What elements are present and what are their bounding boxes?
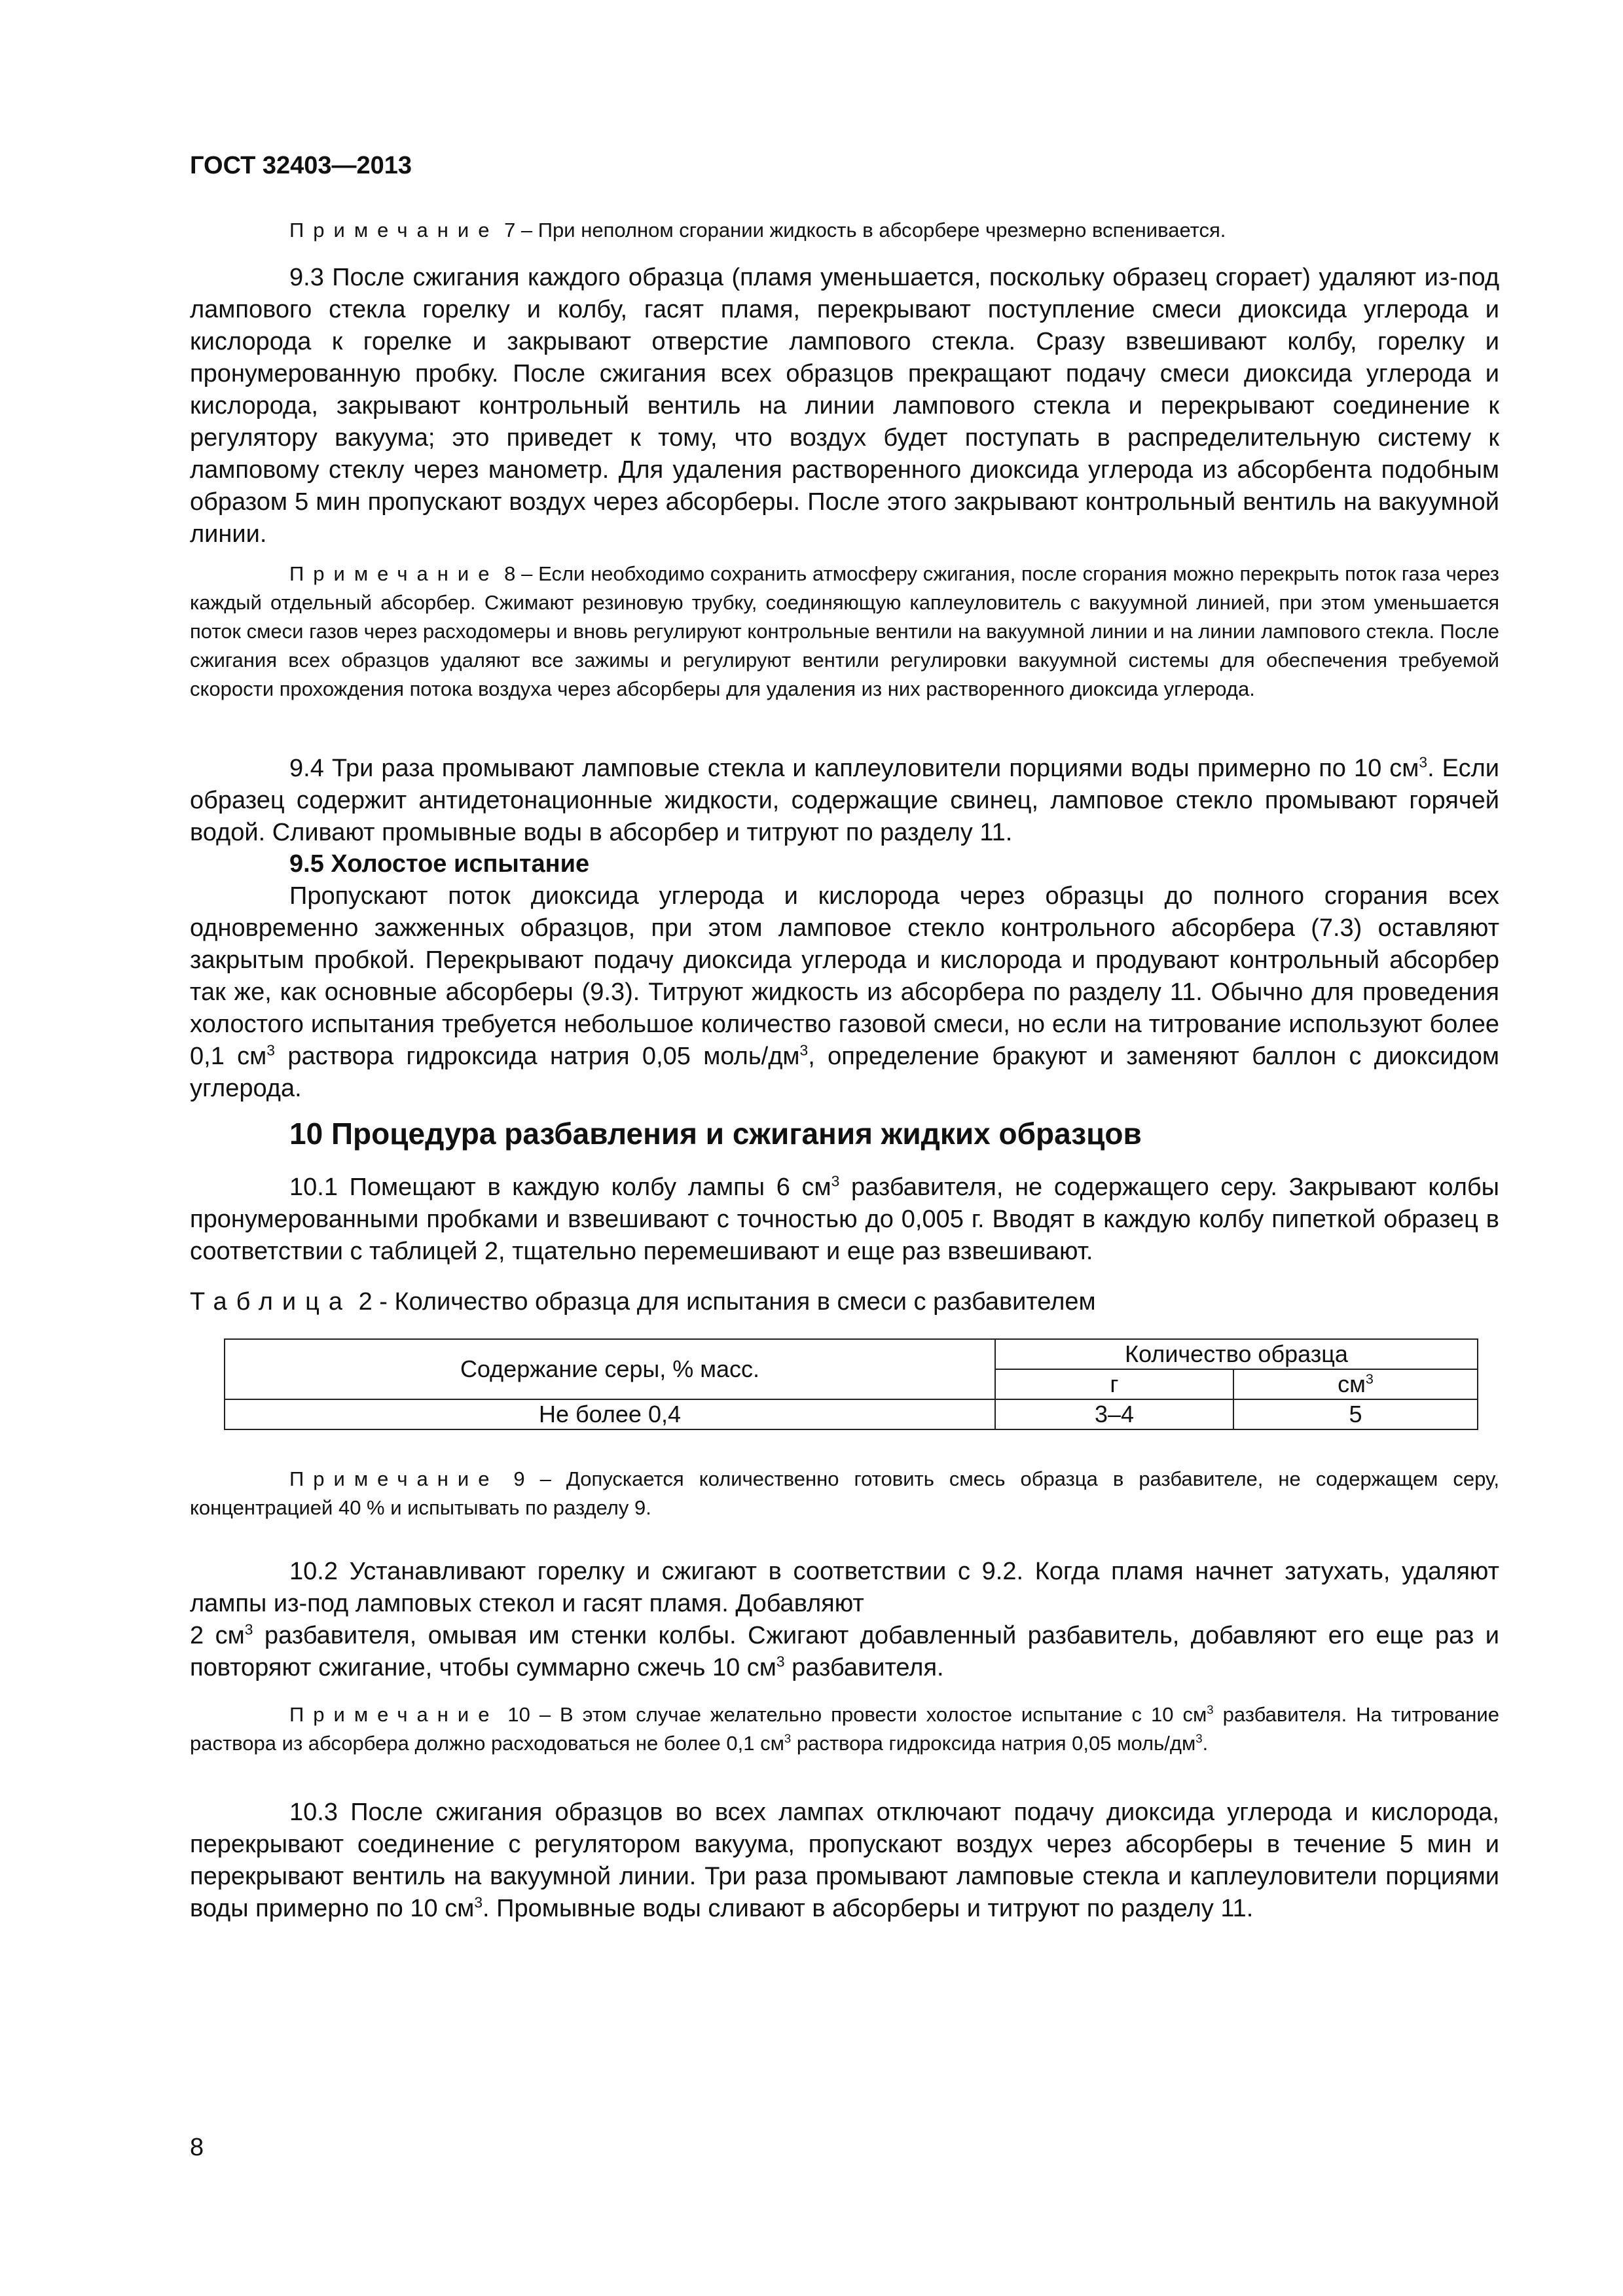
table-cell-g: 3–4 — [995, 1399, 1233, 1429]
table-header-unit-cm3 — [1233, 1369, 1478, 1399]
table-caption-text: 2 - Количество образца для испытания в смеси с разбавителем — [358, 1288, 1096, 1316]
section-9-5-heading: 9.5 Холостое испытание — [289, 850, 590, 878]
p102-line-a: 10.2 Устанавливают горелку и сжигают в соответствии с 9.2. Когда пламя начнет затухать, удаляют лампы из-под ламповых стекол и гасят пламя. Добавляют — [190, 1558, 1499, 1617]
page-number: 8 — [190, 2134, 204, 2161]
note10-sup-2: 3 — [784, 1731, 792, 1746]
paragraph-9-3: 9.3 После сжигания каждого образца (пламя уменьшается, поскольку образец сгорает) удаляют из-под лампового стекла горелку и колбу, гасят пламя, перекрывают поступление смеси диоксида углерода и кислорода к горелке и закрывают отверстие лампового стекла. Сразу взвешивают колбу, горелку и пронумерованную пробку. После сжигания всех образцов прекращают подачу смеси диоксида углерода и кислорода, закрывают контрольный вентиль на линии лампового стекла и перекрывают соединение к регулятору вакуума; это приведет к тому, что воздух будет поступать в распределительную систему к ламповому стеклу через манометр. Для удаления растворенного диоксида углерода из абсорбента подобным образом 5 мин пропускают воздух через абсорберы. После этого закрывают контрольный вентиль на вакуумной линии. — [190, 264, 1499, 548]
p103-sup: 3 — [474, 1893, 483, 1911]
note-label: Примечание — [289, 562, 499, 585]
p103-text-b: . Промывные воды сливают в абсорберы и титруют по разделу 11. — [483, 1895, 1254, 1922]
p102-sup-2: 3 — [776, 1653, 785, 1670]
table-2-caption — [190, 1288, 1096, 1316]
p94-text-b: . Если образец содержит антидетонационные жидкости, содержащие свинец, ламповое стекло промывают горячей водой. Сливают промывные воды в абсорбер и титруют по разделу 11. — [190, 755, 1499, 846]
table-label: Таблица — [190, 1288, 352, 1316]
note-10 — [190, 1700, 1499, 1758]
p95-text-b: раствора гидроксида натрия 0,05 моль/дм — [274, 1043, 800, 1070]
p94-sup: 3 — [1419, 753, 1428, 771]
p102-text-d: разбавителя. — [784, 1654, 944, 1681]
document-header: ГОСТ 32403—2013 — [190, 152, 412, 179]
note10-text-a: 10 – В этом случае желательно провести холостое испытание с 10 см — [507, 1703, 1207, 1726]
note-label: Примечание — [289, 1703, 499, 1726]
note10-text-d: . — [1202, 1732, 1209, 1755]
paragraph-9-4 — [190, 753, 1499, 849]
p95-sup-2: 3 — [799, 1041, 809, 1059]
unit-cm-sup: 3 — [1365, 1371, 1374, 1387]
note-text: 8 – Если необходимо сохранить атмосферу сжигания, после сгорания можно перекрыть поток газа через каждый отдельный абсорбер. Сжимают резиновую трубку, соединяющую каплеуловитель с вакуумной линией, при этом уменьшается поток смеси газов через расходомеры и вновь регулируют контрольные вентили на вакуумной линии и на линии лампового стекла. После сжигания всех образцов удаляют все зажимы и регулируют вентили регулировки вакуумной системы для обеспечения требуемой скорости прохождения потока воздуха через абсорберы для удаления из них растворенного диоксида углерода. — [190, 562, 1499, 700]
p101-text-a: 10.1 Помещают в каждую колбу лампы 6 см — [289, 1174, 831, 1201]
note10-sup-3: 3 — [1195, 1731, 1203, 1746]
section-10-title: 10 Процедура разбавления и сжигания жидких образцов — [289, 1117, 1142, 1151]
note-text: 7 – При неполном сгорании жидкость в абсорбере чрезмерно вспенивается. — [504, 219, 1226, 242]
p102-text-c: разбавителя, омывая им стенки колбы. Сжигают добавленный разбавитель, добавляют его еще раз и повторяют сжигание, чтобы суммарно сжечь 10 см — [190, 1622, 1499, 1681]
p101-sup: 3 — [831, 1172, 840, 1190]
note-text: 9 – Допускается количественно готовить смесь образца в разбавителе, не содержащем серу, концентрацией 40 % и испытывать по разделу 9. — [190, 1467, 1499, 1519]
note-9 — [190, 1465, 1499, 1522]
note-8 — [190, 560, 1499, 704]
table-cell-sulfur: Не более 0,4 — [225, 1399, 995, 1429]
p101-text-b: разбавителя, не содержащего серу. Закрывают колбы пронумерованными пробками и взвешивают с точностью до 0,005 г. Вводят в каждую колбу пипеткой образец в соответствии с таблицей 2, тщательно перемешивают и еще раз взвешивают. — [190, 1174, 1499, 1265]
table-2 — [224, 1338, 1478, 1430]
table-cell-cm3: 5 — [1233, 1399, 1478, 1429]
paragraph-9-5 — [190, 880, 1499, 1105]
p95-text-a: Пропускают поток диоксида углерода и кислорода через образцы до полного сгорания всех одновременно зажженных образцов, при этом ламповое стекло контрольного абсорбера (7.3) оставляют закрытым пробкой. Перекрывают подачу диоксида углерода и кислорода и продувают контрольный абсорбер так же, как основные абсорберы (9.3). Титруют жидкость из абсорбера по разделу 11. Обычно для проведения холостого испытания требуется небольшое количество газовой смеси, но если на титрование используют более 0,1 см — [190, 882, 1499, 1070]
table-header-sulfur: Содержание серы, % масс. — [225, 1339, 995, 1399]
note-label: Примечание — [289, 1467, 499, 1490]
paragraph-10-1 — [190, 1172, 1499, 1268]
note-label: Примечание — [289, 219, 499, 242]
paragraph-10-3 — [190, 1797, 1499, 1925]
table-header-amount: Количество образца — [995, 1339, 1478, 1369]
p95-text-c: , определение бракуют и заменяют баллон с диоксидом углерода. — [190, 1043, 1499, 1102]
p102-sup-1: 3 — [244, 1621, 253, 1638]
p102-text-b: 2 см — [190, 1622, 245, 1649]
unit-cm: см — [1338, 1371, 1366, 1397]
table-header-unit-g: г — [995, 1369, 1233, 1399]
note10-text-b: разбавителя. На титрование раствора из абсорбера должно расходоваться не более 0,1 см — [190, 1703, 1499, 1755]
note10-text-c: раствора гидроксида натрия 0,05 моль/дм — [791, 1732, 1196, 1755]
paragraph-10-2 — [190, 1556, 1499, 1684]
note10-sup-1: 3 — [1207, 1702, 1214, 1717]
p103-text-a: 10.3 После сжигания образцов во всех лампах отключают подачу диоксида углерода и кислорода, перекрывают соединение с регулятором вакуума, пропускают воздух через абсорберы в течение 5 мин и перекрывают вентиль на вакуумной линии. Три раза промывают ламповые стекла и каплеуловители порциями воды примерно по 10 см — [190, 1799, 1499, 1922]
p94-text-a: 9.4 Три раза промывают ламповые стекла и каплеуловители порциями воды примерно по 10 см — [289, 755, 1419, 782]
table-row — [225, 1399, 1478, 1429]
note-7 — [190, 216, 1499, 245]
p95-sup-1: 3 — [266, 1041, 275, 1059]
